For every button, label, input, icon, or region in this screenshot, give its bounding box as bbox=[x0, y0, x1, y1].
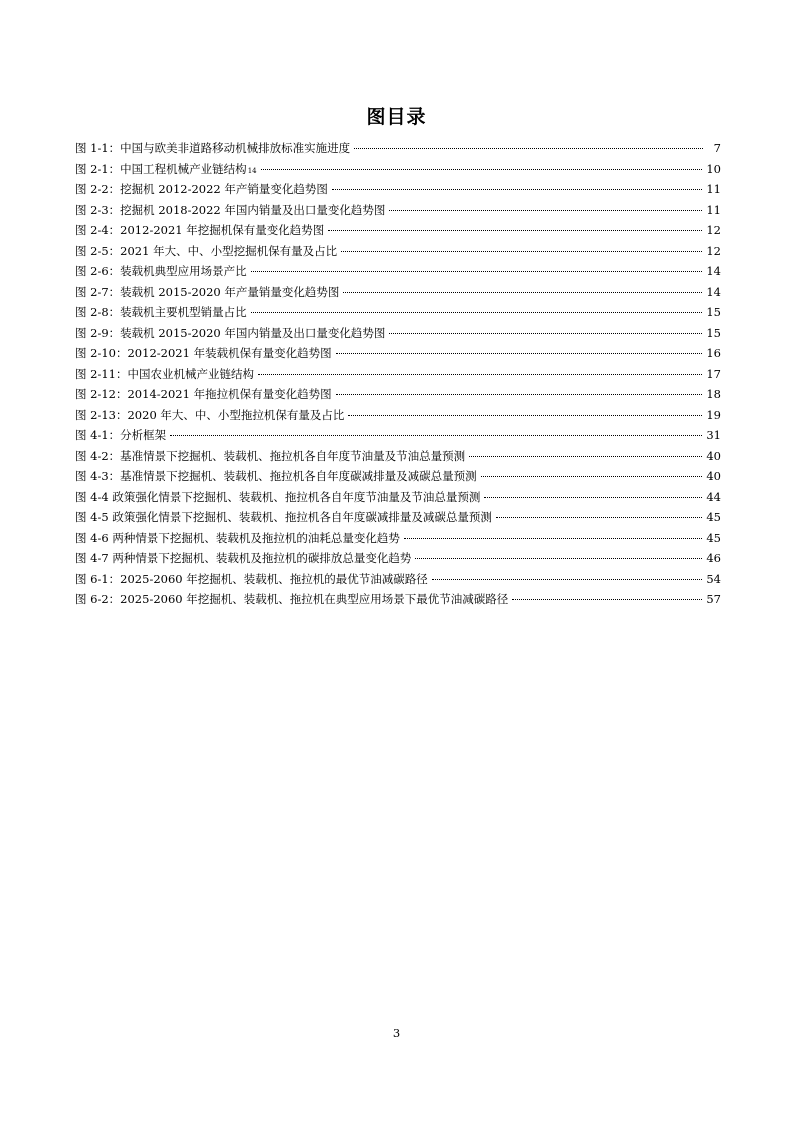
toc-entry-page: 7 bbox=[713, 141, 721, 155]
toc-entry-page: 31 bbox=[706, 428, 721, 442]
toc-entry-label: 图 4-7 两种情景下挖掘机、装载机及拖拉机的碳排放总量变化趋势 bbox=[75, 551, 412, 565]
toc-entry-label: 图 4-6 两种情景下挖掘机、装载机及拖拉机的油耗总量变化趋势 bbox=[75, 530, 400, 545]
toc-entry[interactable] bbox=[75, 343, 721, 364]
toc-title: 图目录 bbox=[366, 106, 427, 128]
dot-leader bbox=[343, 292, 702, 293]
toc-entry[interactable] bbox=[75, 569, 721, 590]
dot-leader bbox=[389, 210, 702, 211]
toc-entry-page: 11 bbox=[706, 182, 721, 196]
dot-leader bbox=[261, 169, 703, 170]
dot-leader bbox=[336, 394, 703, 395]
toc-entry-label: 图 2-13：2020 年大、中、小型拖拉机保有量及占比 bbox=[75, 407, 345, 422]
dot-leader bbox=[432, 579, 703, 580]
toc-entry-label: 图 2-12：2014-2021 年拖拉机保有量变化趋势图 bbox=[75, 387, 332, 401]
dot-leader bbox=[481, 476, 703, 477]
toc-entry[interactable] bbox=[75, 405, 721, 426]
dot-leader bbox=[415, 558, 702, 559]
dot-leader bbox=[496, 517, 703, 518]
dot-leader bbox=[404, 538, 703, 539]
toc-entry[interactable] bbox=[75, 466, 721, 487]
dot-leader bbox=[348, 415, 702, 416]
toc-entry[interactable] bbox=[75, 261, 721, 282]
dot-leader bbox=[512, 599, 702, 600]
toc-entry-label: 图 2-9：装载机 2015-2020 年国内销量及出口量变化趋势图 bbox=[75, 325, 386, 340]
toc-entry-page: 40 bbox=[706, 469, 721, 483]
toc-entry-page: 12 bbox=[706, 223, 721, 237]
toc-entry[interactable] bbox=[75, 179, 721, 200]
toc-entry-page: 15 bbox=[706, 305, 721, 319]
dot-leader bbox=[484, 497, 702, 498]
toc-entry-page: 46 bbox=[706, 551, 721, 565]
toc-entry-page: 45 bbox=[706, 510, 721, 524]
toc-entry[interactable] bbox=[75, 446, 721, 467]
dot-leader bbox=[170, 435, 702, 436]
toc-entry-page: 18 bbox=[706, 387, 721, 401]
dot-leader bbox=[332, 189, 702, 190]
toc-entry[interactable] bbox=[75, 364, 721, 385]
dot-leader bbox=[328, 230, 702, 231]
toc-entry[interactable] bbox=[75, 589, 721, 610]
toc-entry[interactable] bbox=[75, 528, 721, 549]
toc-entry-label: 图 2-10：2012-2021 年装载机保有量变化趋势图 bbox=[75, 346, 332, 360]
toc-entry-label: 图 6-2：2025-2060 年挖掘机、装载机、拖拉机在典型应用场景下最优节油减碳路径 bbox=[75, 592, 509, 606]
toc-entry-label: 图 6-1：2025-2060 年挖掘机、装载机、拖拉机的最优节油减碳路径 bbox=[75, 571, 428, 586]
toc-entry[interactable] bbox=[75, 302, 721, 323]
page-number: 3 bbox=[392, 1026, 401, 1040]
toc-entry-page: 54 bbox=[706, 571, 721, 586]
toc-entry-label: 图 2-1：中国工程机械产业链结构 bbox=[75, 161, 247, 176]
toc-entry-page: 57 bbox=[706, 592, 721, 606]
toc-entry-label: 图 2-3：挖掘机 2018-2022 年国内销量及出口量变化趋势图 bbox=[75, 202, 386, 217]
toc-entry[interactable] bbox=[75, 487, 721, 508]
toc-entry[interactable] bbox=[75, 323, 721, 344]
toc-entry-page: 12 bbox=[706, 243, 721, 258]
toc-entry-label: 图 4-2：基准情景下挖掘机、装载机、拖拉机各自年度节油量及节油总量预测 bbox=[75, 448, 466, 463]
dot-leader bbox=[251, 271, 703, 272]
dot-leader bbox=[251, 312, 703, 313]
toc-entry[interactable] bbox=[75, 220, 721, 241]
toc-entry[interactable] bbox=[75, 548, 721, 569]
toc-entry-page: 11 bbox=[706, 202, 721, 217]
toc-entry-page: 44 bbox=[706, 489, 721, 504]
toc-entry-page: 14 bbox=[706, 284, 721, 299]
toc-entry-label: 图 2-5：2021 年大、中、小型挖掘机保有量及占比 bbox=[75, 243, 338, 258]
toc-entry-page: 45 bbox=[706, 530, 721, 545]
toc-entry-label: 图 4-1：分析框架 bbox=[75, 428, 167, 442]
toc-entry[interactable] bbox=[75, 507, 721, 528]
dot-leader bbox=[354, 148, 703, 149]
toc-entry-page: 14 bbox=[706, 264, 721, 278]
dot-leader bbox=[258, 374, 702, 375]
toc-entry[interactable] bbox=[75, 138, 721, 159]
toc-entry[interactable]: 图 2-1：中国工程机械产业链结构 14 10 bbox=[75, 159, 721, 180]
figure-list bbox=[75, 138, 721, 610]
toc-entry[interactable] bbox=[75, 425, 721, 446]
toc-entry[interactable] bbox=[75, 241, 721, 262]
toc-entry-label: 图 2-2：挖掘机 2012-2022 年产销量变化趋势图 bbox=[75, 182, 328, 196]
toc-entry-page: 10 bbox=[706, 161, 721, 176]
toc-entry-page: 19 bbox=[706, 407, 721, 422]
toc-entry-label: 图 2-6：装载机典型应用场景产比 bbox=[75, 264, 247, 278]
toc-entry-page: 16 bbox=[706, 346, 721, 360]
toc-entry-page: 40 bbox=[706, 448, 721, 463]
toc-entry-label: 图 2-4：2012-2021 年挖掘机保有量变化趋势图 bbox=[75, 223, 325, 237]
toc-entry-label: 图 4-3：基准情景下挖掘机、装载机、拖拉机各自年度碳减排量及减碳总量预测 bbox=[75, 469, 477, 483]
toc-entry[interactable] bbox=[75, 384, 721, 405]
toc-entry-label: 图 2-7：装载机 2015-2020 年产量销量变化趋势图 bbox=[75, 284, 340, 299]
toc-entry-label: 图 2-8：装载机主要机型销量占比 bbox=[75, 305, 247, 319]
dot-leader bbox=[336, 353, 703, 354]
toc-entry-page: 15 bbox=[706, 325, 721, 340]
dot-leader bbox=[341, 251, 702, 252]
dot-leader bbox=[469, 456, 702, 457]
toc-entry-label: 图 1-1：中国与欧美非道路移动机械排放标准实施进度 bbox=[75, 141, 351, 155]
toc-entry-page: 17 bbox=[706, 366, 721, 381]
toc-entry-label: 图 4-5 政策强化情景下挖掘机、装载机、拖拉机各自年度碳减排量及减碳总量预测 bbox=[75, 510, 492, 524]
toc-entry[interactable] bbox=[75, 200, 721, 221]
toc-entry-label: 图 2-11：中国农业机械产业链结构 bbox=[75, 366, 254, 381]
dot-leader bbox=[389, 333, 702, 334]
toc-entry-label: 图 4-4 政策强化情景下挖掘机、装载机、拖拉机各自年度节油量及节油总量预测 bbox=[75, 489, 481, 504]
toc-entry[interactable] bbox=[75, 282, 721, 303]
